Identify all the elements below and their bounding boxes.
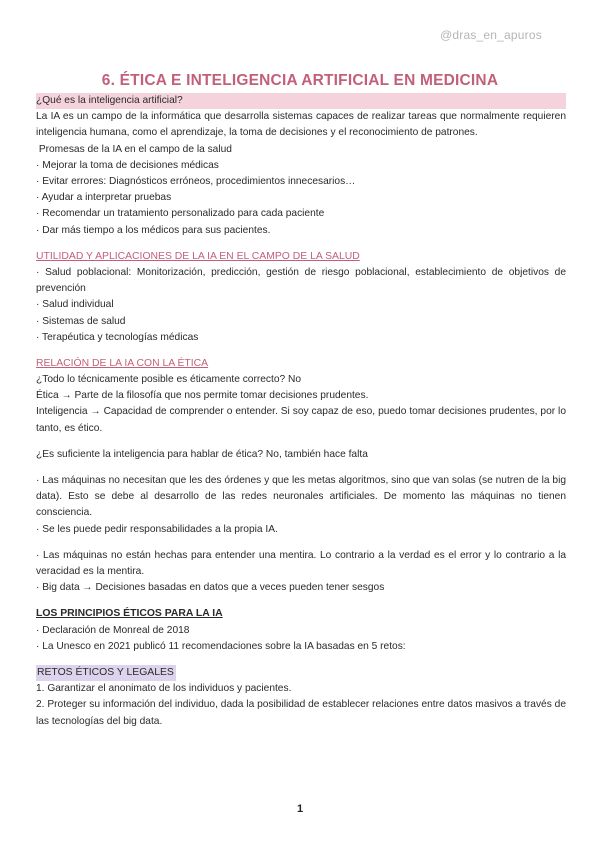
- utilidad-item: · Sistemas de salud: [36, 315, 126, 327]
- etica-line: · Big data → Decisiones basadas en datos que a veces pueden tener sesgos: [36, 582, 385, 594]
- utilidad-item: · Salud poblacional: Monitorización, predicción, gestión de riesgo poblacional, establecimiento de objetivos de prevención: [36, 266, 566, 295]
- etica-line: · Se les puede pedir responsabilidades a la propia IA.: [36, 523, 278, 535]
- section-heading-etica: RELACIÓN DE LA IA CON LA ÉTICA: [36, 357, 209, 369]
- etica-line: · Las máquinas no necesitan que les des órdenes y que les metas algoritmos, sino que van solas (se nutren de la big data). Esto se debe al desarrollo de las redes neuronales artificiales. De momento las máquinas no tienen consciencia.: [36, 475, 566, 519]
- utilidad-item: · Terapéutica y tecnologías médicas: [36, 331, 199, 343]
- section-heading-utilidad: UTILIDAD Y APLICACIONES DE LA IA EN EL CAMPO DE LA SALUD: [36, 250, 360, 262]
- principios-item: · La Unesco en 2021 publicó 11 recomendaciones sobre la IA basadas en 5 retos:: [36, 640, 406, 652]
- promise-item: · Dar más tiempo a los médicos para sus pacientes.: [36, 224, 271, 236]
- etica-line: ¿Todo lo técnicamente posible es éticamente correcto? No: [36, 374, 302, 386]
- section-heading-principios: LOS PRINCIPIOS ÉTICOS PARA LA IA: [36, 608, 223, 620]
- promise-item: · Ayudar a interpretar pruebas: [36, 192, 172, 204]
- etica-line: ¿Es suficiente la inteligencia para hablar de ética? No, también hace falta: [36, 448, 368, 460]
- promises-heading: Promesas de la IA en el campo de la salud: [36, 143, 232, 155]
- intro-definition: La IA es un campo de la informática que desarrolla sistemas capaces de realizar tareas que normalmente requieren inteligencia humana, como el aprendizaje, la toma de decisiones y el reconocimiento de patrones.: [36, 111, 566, 139]
- watermark: @dras_en_apuros: [440, 28, 542, 42]
- page-title: 6. ÉTICA E INTELIGENCIA ARTIFICIAL EN MEDICINA: [101, 72, 499, 89]
- retos-item: 1. Garantizar el anonimato de los individuos y pacientes.: [36, 683, 292, 695]
- promise-item: · Evitar errores: Diagnósticos erróneos, procedimientos innecesarios…: [36, 175, 356, 187]
- etica-line: Inteligencia → Capacidad de comprender o entender. Si soy capaz de eso, puedo tomar decisiones prudentes, por lo tanto, es ético.: [36, 406, 566, 434]
- promise-item: · Mejorar la toma de decisiones médicas: [36, 159, 219, 171]
- promise-item: · Recomendar un tratamiento personalizado para cada paciente: [36, 208, 325, 220]
- etica-line: · Las máquinas no están hechas para entender una mentira. Lo contrario a la verdad es el error y lo contrario a la veracidad es la mentira.: [36, 549, 566, 578]
- section-heading-retos: RETOS ÉTICOS Y LEGALES: [36, 665, 176, 681]
- principios-item: · Declaración de Monreal de 2018: [36, 624, 190, 636]
- page-number: 1: [296, 803, 304, 815]
- retos-item: 2. Proteger su información del individuo, dada la posibilidad de establecer relaciones entre datos masivos a través de las tecnologías del big data.: [36, 699, 566, 727]
- utilidad-item: · Salud individual: [36, 299, 114, 311]
- etica-line: Ética → Parte de la filosofía que nos permite tomar decisiones prudentes.: [36, 390, 369, 402]
- intro-question: ¿Qué es la inteligencia artificial?: [36, 93, 566, 109]
- document-body: [36, 93, 566, 730]
